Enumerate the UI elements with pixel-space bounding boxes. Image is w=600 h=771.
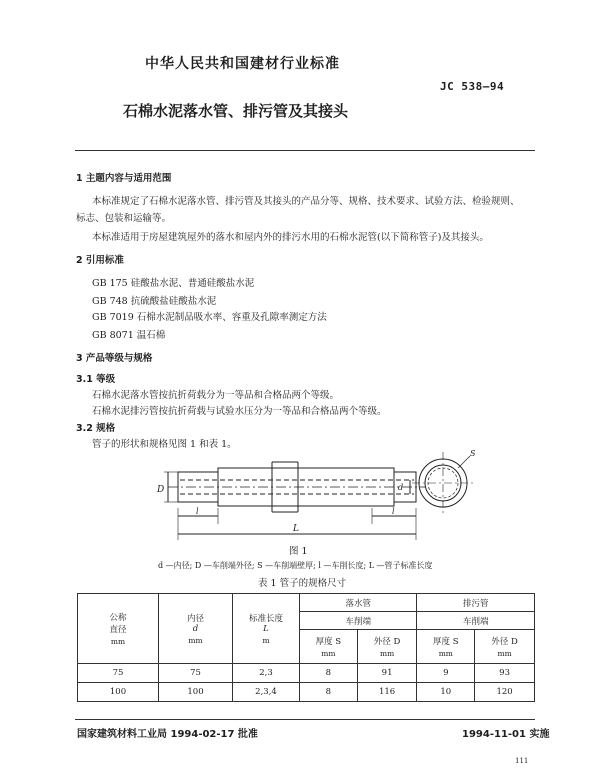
table-cell: 2,3,4 [233, 683, 300, 702]
effective-date: 1994-11-01 实施 [462, 729, 550, 740]
reference-item: GB 175 硅酸盐水泥、普通硅酸盐水泥 [92, 278, 255, 289]
section-3-2-paragraph: 管子的形状和规格见图 1 和表 1。 [92, 439, 237, 450]
label-D: D [157, 485, 165, 495]
standard-code: JC 538—94 [440, 80, 505, 93]
label-S: S [470, 449, 476, 458]
header-sewer-pipe: 排污管 [417, 594, 535, 612]
table-cell: 120 [475, 683, 535, 702]
section-1-paragraph-1-cont: 标志、包装和运输等。 [76, 213, 172, 224]
table-cell: 9 [417, 664, 475, 683]
section-1-paragraph-2: 本标准适用于房屋建筑屋外的落水和屋内外的排污水用的石棉水泥管(以下简称管子)及其接头。 [92, 232, 489, 243]
figure-legend: d —内径; D —车削端外径; S —车削端壁厚; l —车削长度; L —管子标准长度 [158, 561, 433, 570]
table-cell: 75 [159, 664, 233, 683]
header-sewer-outer: 外径 D mm [475, 630, 535, 664]
label-l-left: l [196, 507, 199, 516]
label-d: d [398, 483, 404, 492]
page-number: 111 [515, 757, 529, 765]
header-sewer-thickness: 厚度 S mm [417, 630, 475, 664]
section-3-2-heading: 3.2 规格 [76, 423, 116, 434]
table-cell: 10 [417, 683, 475, 702]
table-cell: 8 [300, 683, 358, 702]
footer-rule [75, 719, 535, 720]
header-drain-thickness: 厚度 S mm [300, 630, 358, 664]
reference-item: GB 748 抗硫酸盐硅酸盐水泥 [92, 296, 217, 307]
table-cell: 91 [357, 664, 417, 683]
table-cell: 8 [300, 664, 358, 683]
issuing-org: 中华人民共和国建材行业标准 [145, 56, 340, 72]
spec-table [77, 593, 535, 702]
reference-item: GB 7019 石棉水泥制品吸水率、容重及孔隙率测定方法 [92, 312, 327, 323]
table-row [78, 664, 535, 683]
section-1-heading: 1 主题内容与适用范围 [76, 173, 172, 184]
section-2-heading: 2 引用标准 [76, 255, 124, 266]
header-drain-pipe: 落水管 [300, 594, 417, 612]
section-3-1-paragraph-1: 石棉水泥落水管按抗折荷载分为一等品和合格品两个等级。 [92, 390, 340, 401]
table-cell: 93 [475, 664, 535, 683]
document-title: 石棉水泥落水管、排污管及其接头 [123, 102, 349, 120]
table-row [78, 683, 535, 702]
header-inner: 内径 d mm [159, 594, 233, 664]
figure-caption: 图 1 [289, 546, 308, 557]
table-title: 表 1 管子的规格尺寸 [258, 578, 347, 589]
table-cell: 100 [159, 683, 233, 702]
table-cell: 2,3 [233, 664, 300, 683]
header-drain-outer: 外径 D mm [357, 630, 417, 664]
section-3-1-paragraph-2: 石棉水泥排污管按抗折荷载与试验水压分为一等品和合格品两个等级。 [92, 406, 387, 417]
header-drain-turned-end: 车削端 [300, 612, 417, 630]
section-3-heading: 3 产品等级与规格 [76, 353, 153, 364]
section-1-paragraph-1: 本标准规定了石棉水泥落水管、排污管及其接头的产品分等、规格、技术要求、试验方法、检验规则、 [92, 196, 520, 207]
section-3-1-heading: 3.1 等级 [76, 374, 116, 385]
table-cell: 116 [357, 683, 417, 702]
header-sewer-turned-end: 车削端 [417, 612, 535, 630]
header-nominal: 公称 直径 mm [78, 594, 159, 664]
approval-date: 国家建筑材料工业局 1994-02-17 批准 [77, 729, 258, 740]
table-cell: 100 [78, 683, 159, 702]
label-L: L [293, 524, 299, 534]
header-length: 标准长度 L m [233, 594, 300, 664]
label-l-right: l [392, 507, 395, 516]
reference-item: GB 8071 温石棉 [92, 330, 166, 341]
table-cell: 75 [78, 664, 159, 683]
